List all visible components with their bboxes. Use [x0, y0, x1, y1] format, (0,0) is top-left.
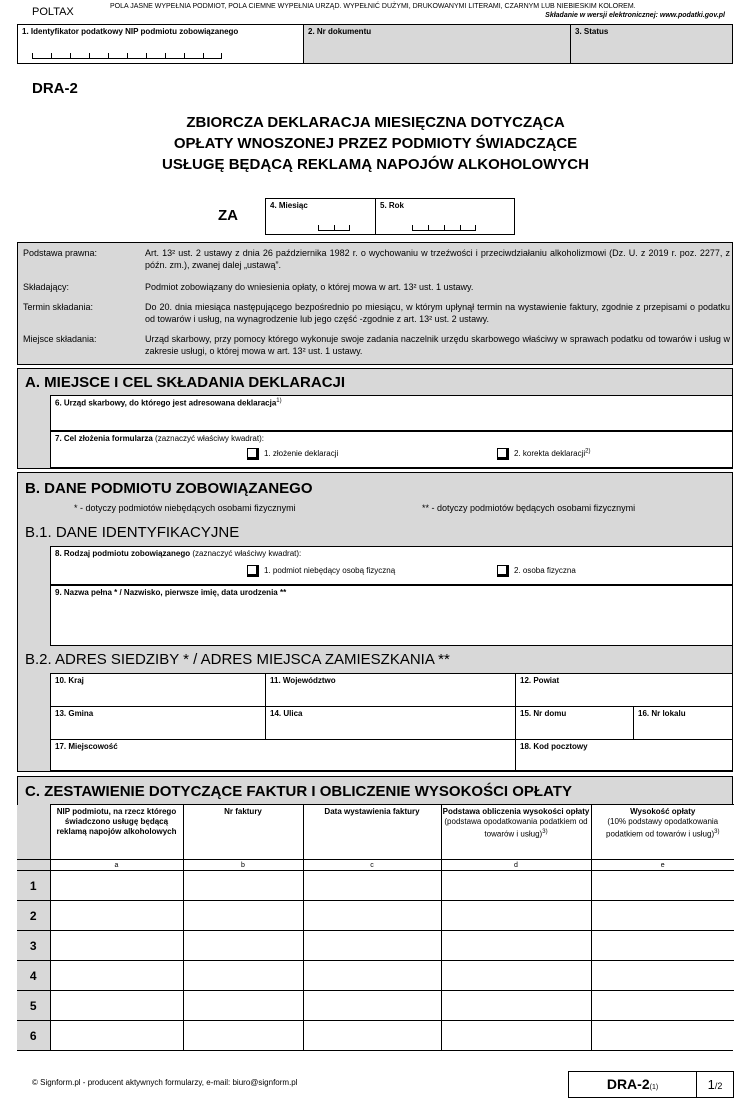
top-fields-row	[17, 24, 733, 64]
info-block	[17, 242, 733, 365]
footer-variant: (1)	[649, 1084, 659, 1091]
street-label: 14. Ulica	[270, 709, 303, 718]
place-value: Urząd skarbowy, przy pomocy którego wykonuje swoje zadania naczelnik urzędu skarbowego właściwy w sprawach podatku od towarów i usług w zakresie usługi, o której mowa w art. 13² ust. 1 ustawy.	[145, 334, 730, 356]
street-field[interactable]	[266, 707, 516, 740]
cell-invoice-no[interactable]	[183, 1021, 303, 1051]
cell-fee[interactable]	[591, 871, 734, 901]
col-d-header	[441, 805, 591, 860]
voivodeship-field[interactable]	[266, 674, 516, 707]
col-d-text: Podstawa obliczenia wysokości opłaty	[442, 807, 590, 816]
col-c-text: Data wystawienia faktury	[324, 807, 420, 816]
entity-type-label-text: 8. Rodzaj podmiotu zobowiązanego	[55, 549, 191, 558]
electronic-filing-note: Składanie w wersji elektronicznej: www.podatki.gov.pl	[545, 12, 725, 19]
legal-basis-row	[23, 247, 728, 275]
tax-office-footnote: 1)	[276, 398, 282, 404]
deadline-value: Do 20. dnia miesiąca następującego bezpośrednio po miesiącu, w którym upłynął termin na wystawienie faktury, zgodnie z przepisami o podatku od towarów i usług, na wynagrodzenie lub jego część -zgodnie z art. 13² ust. 2 ustawy.	[145, 302, 730, 324]
nip-tick-boxes	[32, 53, 222, 59]
section-a	[17, 368, 733, 469]
county-field[interactable]	[516, 674, 732, 707]
col-b-text: Nr faktury	[224, 807, 262, 816]
deadline-key: Termin składania:	[23, 302, 94, 312]
note-natural: ** - dotyczy podmiotów będących osobami fizycznymi	[422, 503, 636, 513]
country-label: 10. Kraj	[55, 676, 84, 685]
house-number-label: 15. Nr domu	[520, 709, 567, 718]
cell-invoice-date[interactable]	[303, 961, 441, 991]
col-e-text: Wysokość opłaty	[630, 807, 696, 816]
commune-label: 13. Gmina	[55, 709, 94, 718]
col-e-footnote: 3)	[714, 829, 720, 835]
cell-fee[interactable]	[591, 931, 734, 961]
cell-fee[interactable]	[591, 961, 734, 991]
row-number: 3	[17, 931, 50, 961]
cell-invoice-no[interactable]	[183, 991, 303, 1021]
footer-credit: © Signform.pl - producent aktywnych formularzy, e-mail: biuro@signform.pl	[32, 1078, 298, 1087]
purpose-field	[50, 431, 733, 468]
form-code: DRA-2	[32, 80, 78, 97]
city-field[interactable]	[51, 740, 516, 770]
tax-office-field[interactable]	[50, 395, 733, 431]
col-letter-e: e	[591, 860, 734, 871]
footer-form-code: DRA-2	[606, 1076, 650, 1092]
page-indicator	[697, 1072, 733, 1097]
header-spacer	[17, 805, 50, 860]
col-d-footnote: 3)	[542, 829, 548, 835]
cell-base[interactable]	[441, 961, 591, 991]
col-letter-d: d	[441, 860, 591, 871]
cell-invoice-date[interactable]	[303, 931, 441, 961]
purpose-option-2[interactable]	[497, 448, 591, 460]
entity-type-label	[55, 549, 301, 558]
full-name-field[interactable]	[50, 585, 733, 646]
voivodeship-label: 11. Województwo	[270, 676, 336, 685]
year-field[interactable]	[376, 199, 514, 234]
b1-title: B.1. DANE IDENTYFIKACYJNE	[25, 524, 240, 541]
postal-code-field[interactable]	[516, 740, 732, 770]
entity-type-field	[50, 546, 733, 585]
col-e-header	[591, 805, 734, 860]
country-field[interactable]	[51, 674, 266, 707]
checkbox-icon[interactable]	[497, 448, 509, 460]
place-row	[23, 333, 728, 361]
filer-value: Podmiot zobowiązany do wniesienia opłaty, o której mowa w art. 13² ust. 1 ustawy.	[145, 282, 474, 292]
purpose-option-1[interactable]	[247, 448, 338, 460]
row-number: 6	[17, 1021, 50, 1051]
cell-fee[interactable]	[591, 1021, 734, 1051]
nip-label: 1. Identyfikator podatkowy NIP podmiotu zobowiązanego	[22, 27, 239, 36]
cell-fee[interactable]	[591, 901, 734, 931]
row-number: 2	[17, 901, 50, 931]
footer-code-box	[568, 1071, 734, 1098]
section-b-title: B. DANE PODMIOTU ZOBOWIĄZANEGO	[25, 480, 313, 497]
purpose-option-1-label: 1. złożenie deklaracji	[264, 449, 339, 459]
section-a-title: A. MIEJSCE I CEL SKŁADANIA DEKLARACJI	[25, 374, 346, 391]
letter-spacer	[17, 860, 50, 871]
cell-base[interactable]	[441, 871, 591, 901]
checkbox-icon[interactable]	[497, 565, 509, 577]
cell-nip[interactable]	[50, 931, 183, 961]
col-a-header	[50, 805, 183, 860]
page-total: /2	[714, 1081, 723, 1091]
note-non-natural: * - dotyczy podmiotów niebędących osobami fizycznymi	[74, 503, 296, 513]
year-label: 5. Rok	[380, 201, 405, 210]
purpose-hint: (zaznaczyć właściwy kwadrat):	[155, 434, 264, 443]
row-number: 1	[17, 871, 50, 901]
poltax-brand: POLTAX	[32, 6, 74, 18]
row-number: 4	[17, 961, 50, 991]
doc-number-label: 2. Nr dokumentu	[308, 27, 372, 36]
house-number-field[interactable]	[516, 707, 634, 740]
section-b	[17, 472, 733, 772]
cell-base[interactable]	[441, 931, 591, 961]
cell-nip[interactable]	[50, 991, 183, 1021]
table-row	[17, 931, 734, 961]
status-field	[571, 25, 732, 63]
page-number: 1	[707, 1077, 715, 1092]
tax-office-label-text: 6. Urząd skarbowy, do którego jest adresowana deklaracja	[55, 398, 277, 408]
month-tick-boxes	[318, 225, 350, 231]
col-c-header	[303, 805, 441, 860]
table-row	[17, 871, 734, 901]
title-line-1: ZBIORCZA DEKLARACJA MIESIĘCZNA DOTYCZĄCA	[186, 114, 565, 131]
county-label: 12. Powiat	[520, 676, 560, 685]
cell-invoice-no[interactable]	[183, 901, 303, 931]
fill-instructions: POLA JASNE WYPEŁNIA PODMIOT, POLA CIEMNE WYPEŁNIA URZĄD. WYPEŁNIĆ DUŻYMI, DRUKOWANYMI LITERAMI, CZARNYM LUB NIEBIESKIM KOLOREM.	[110, 3, 636, 10]
legal-basis-value: Art. 13² ust. 2 ustawy z dnia 26 października 1982 r. o wychowaniu w trzeźwości i przeciwdziałaniu alkoholizmowi (Dz. U. z 2019 r. poz. 2277, z późn. zm.), zwanej dalej „ustawą”.	[145, 248, 730, 270]
month-field[interactable]	[266, 199, 376, 234]
row-number: 5	[17, 991, 50, 1021]
cell-invoice-date[interactable]	[303, 1021, 441, 1051]
filer-row	[23, 281, 728, 295]
doc-number-field	[304, 25, 571, 63]
cell-base[interactable]	[441, 991, 591, 1021]
nip-field[interactable]	[18, 25, 304, 63]
cell-invoice-date[interactable]	[303, 991, 441, 1021]
apartment-number-label: 16. Nr lokalu	[638, 709, 686, 718]
cell-base[interactable]	[441, 901, 591, 931]
address-grid	[50, 673, 733, 771]
full-name-label: 9. Nazwa pełna * / Nazwisko, pierwsze imię, data urodzenia **	[55, 588, 287, 597]
col-e-sub	[592, 817, 735, 840]
city-label: 17. Miejscowość	[55, 742, 118, 751]
form-title	[0, 112, 751, 175]
purpose-label-text: 7. Cel złożenia formularza	[55, 434, 153, 443]
footer-code	[569, 1072, 697, 1097]
cell-base[interactable]	[441, 1021, 591, 1051]
col-b-header	[183, 805, 303, 860]
b2-title: B.2. ADRES SIEDZIBY * / ADRES MIEJSCA ZAMIESZKANIA **	[25, 651, 450, 668]
cell-invoice-date[interactable]	[303, 871, 441, 901]
title-line-3: USŁUGĘ BĘDĄCĄ REKLAMĄ NAPOJÓW ALKOHOLOWYCH	[162, 156, 589, 173]
checkbox-icon[interactable]	[247, 448, 259, 460]
section-c	[17, 776, 733, 1051]
year-tick-boxes	[412, 225, 476, 231]
checkbox-icon[interactable]	[247, 565, 259, 577]
section-c-title: C. ZESTAWIENIE DOTYCZĄCE FAKTUR I OBLICZENIE WYSOKOŚCI OPŁATY	[25, 783, 572, 800]
col-letter-c: c	[303, 860, 441, 871]
month-label: 4. Miesiąc	[270, 201, 308, 210]
table-row	[17, 991, 734, 1021]
cell-fee[interactable]	[591, 991, 734, 1021]
cell-nip[interactable]	[50, 871, 183, 901]
table-row	[17, 901, 734, 931]
purpose-option-2-footnote: 2)	[585, 448, 591, 455]
cell-nip[interactable]	[50, 901, 183, 931]
tax-office-label	[55, 398, 282, 408]
table-row	[17, 961, 734, 991]
cell-nip[interactable]	[50, 961, 183, 991]
col-letter-a: a	[50, 860, 183, 871]
col-letter-b: b	[183, 860, 303, 871]
filer-key: Składający:	[23, 282, 70, 292]
period-box	[265, 198, 515, 235]
col-a-text: NIP podmiotu, na rzecz którego świadczono usługę będącą reklamą napojów alkoholowych	[56, 807, 177, 836]
cell-invoice-date[interactable]	[303, 901, 441, 931]
entity-type-option-2[interactable]	[497, 565, 576, 577]
commune-field[interactable]	[51, 707, 266, 740]
title-line-2: OPŁATY WNOSZONEJ PRZEZ PODMIOTY ŚWIADCZĄCE	[173, 135, 578, 152]
cell-invoice-no[interactable]	[183, 961, 303, 991]
entity-type-option-1-label: 1. podmiot niebędący osobą fizyczną	[264, 566, 396, 576]
status-label: 3. Status	[575, 27, 609, 36]
entity-type-option-2-label: 2. osoba fizyczna	[514, 566, 576, 576]
cell-invoice-no[interactable]	[183, 931, 303, 961]
za-label: ZA	[218, 207, 238, 224]
purpose-option-2-label: 2. korekta deklaracji	[514, 449, 586, 459]
postal-code-label: 18. Kod pocztowy	[520, 742, 588, 751]
col-d-sub	[442, 817, 591, 840]
place-key: Miejsce składania:	[23, 334, 97, 344]
purpose-label	[55, 434, 264, 443]
deadline-row	[23, 301, 728, 329]
entity-type-option-1[interactable]	[247, 565, 395, 577]
apartment-number-field[interactable]	[634, 707, 732, 740]
col-d-sub-text: (podstawa opodatkowania podatkiem od towarów i usług)	[444, 817, 588, 839]
table-row	[17, 1021, 734, 1051]
entity-type-hint: (zaznaczyć właściwy kwadrat):	[192, 549, 302, 558]
cell-invoice-no[interactable]	[183, 871, 303, 901]
cell-nip[interactable]	[50, 1021, 183, 1051]
legal-basis-key: Podstawa prawna:	[23, 248, 98, 258]
invoice-table	[17, 804, 734, 1050]
col-e-sub-text: (10% podstawy opodatkowania podatkiem od towarów i usług)	[606, 817, 719, 839]
